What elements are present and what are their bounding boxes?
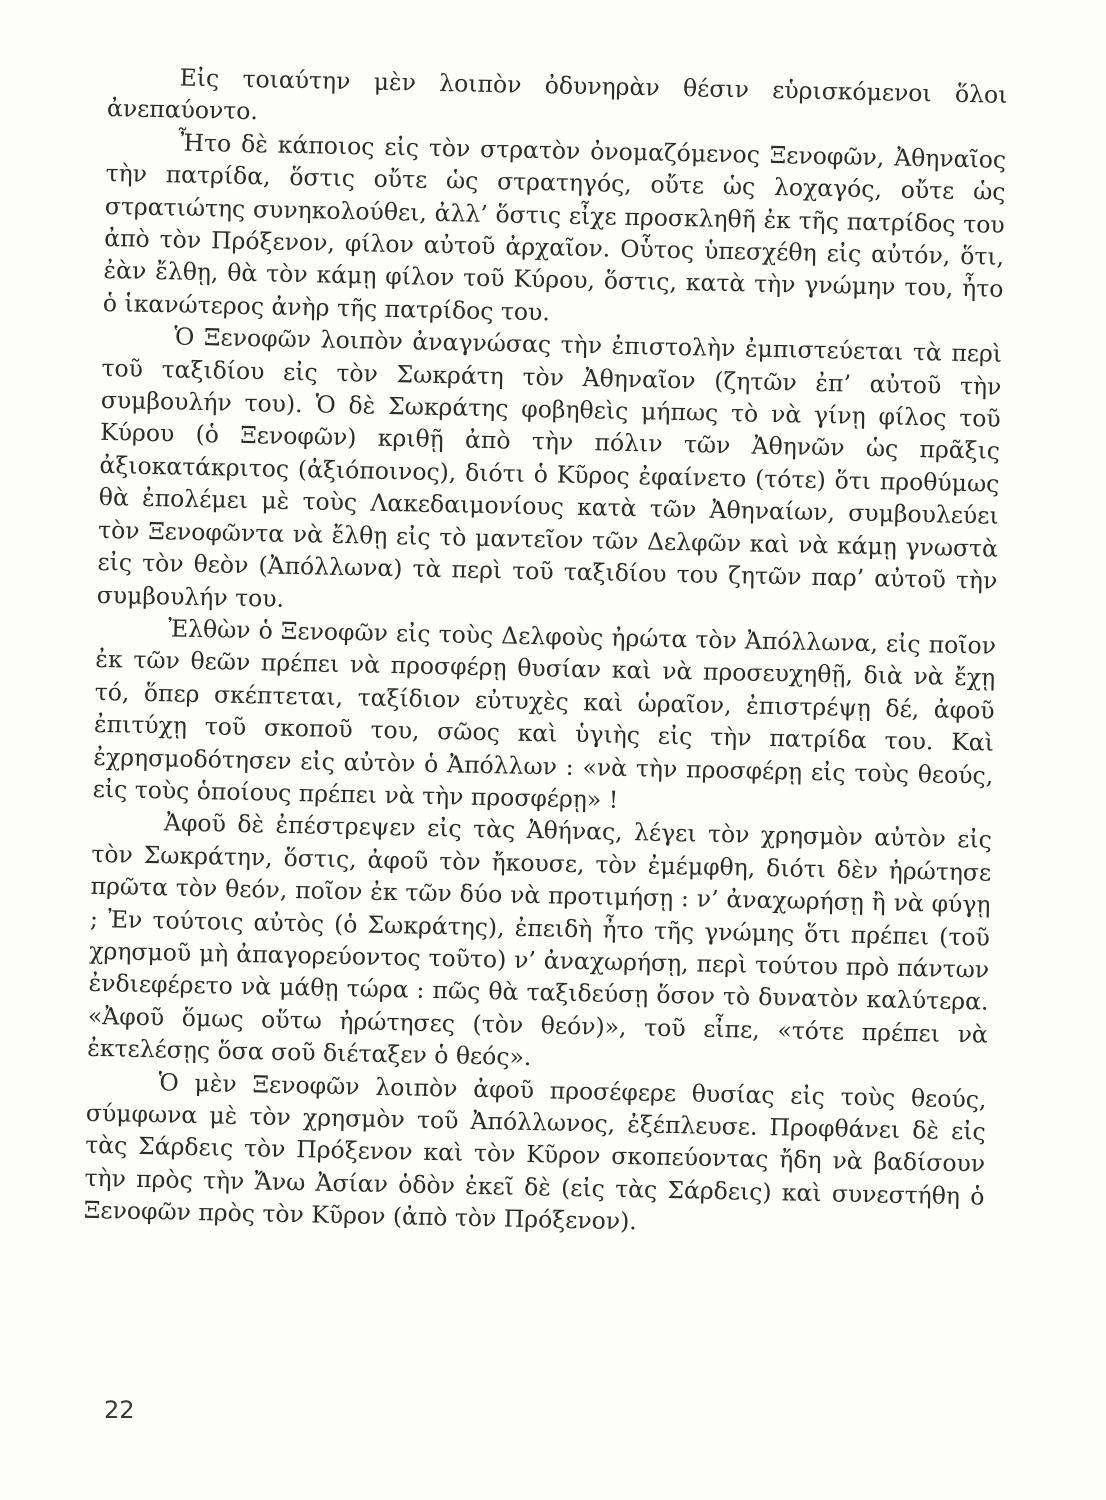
page-number: 22 [104, 1396, 135, 1424]
paragraph: Ἀφοῦ δὲ ἐπέστρεψεν εἰς τὰς Ἀθήνας, λέγει τὸν χρησμὸν αὐτὸν εἰς τὸν Σωκράτην, ὅστις, ἀφοῦ τὸν ἤκουσε, τὸν ἐμέμφθη, διότι δὲν ἠρώτησε πρῶτα τὸν θεόν, ποῖον ἐκ τῶν δύο νὰ προτιμήσῃ : ν’ ἀναχωρήσῃ ἢ νὰ φύγῃ ; Ἐν τούτοις αὐτὸς (ὁ Σωκράτης), ἐπειδὴ ἦτο τῆς γνώμης ὅτι πρέπει (τοῦ χρησμοῦ μὴ ἀπαγορεύοντος τοῦτο) ν’ ἀναχωρήσῃ, περὶ τούτου πρὸ πάντων ἐνδιεφέρετο νὰ μάθῃ τώρα : πῶς θὰ ταξιδεύσῃ ὅσον τὸ δυνατὸν καλύτερα. «Ἀφοῦ ὅμως οὕτω ἠρώτησες (τὸν θεόν)», τοῦ εἶπε, «τότε πρέπει νὰ ἐκτελέσῃς ὅσα σοῦ διέταξεν ὁ θεός». [87, 808, 993, 1072]
paragraph: Ὁ μὲν Ξενοφῶν λοιπὸν ἀφοῦ προσέφερε θυσίας εἰς τοὺς θεούς, σύμφωνα μὲ τὸν χρησμὸν τοῦ Ἀπόλλωνος, ἐξέπλευσε. Προφθάνει δὲ εἰς τὰς Σάρδεις τὸν Πρόξενον καὶ τὸν Κῦρον σκοπεύοντας ἤδη νὰ βαδίσουν τὴν πρὸς τὴν Ἄνω Ἀσίαν ὁδὸν ἐκεῖ δὲ (εἰς τὰς Σάρδεις) καὶ συνεστήθη ὁ Ξενοφῶν πρὸς τὸν Κῦρον (ἀπὸ τὸν Πρόξενον). [83, 1067, 987, 1236]
body-text [84, 60, 1008, 1245]
paragraph: Ἦτο δὲ κάποιος εἰς τὸν στρατὸν ὀνομαζόμενος Ξενοφῶν, Ἀθηναῖος τὴν πατρίδα, ὅστις οὔτε ὡς στρατηγός, οὔτε ὡς λοχαγός, οὔτε ὡς στρατιώτης συνηκολούθει, ἀλλ’ ὅστις εἶχε προσκληθῆ ἐκ τῆς πατρίδος του ἀπὸ τὸν Πρόξενον, φίλον αὐτοῦ ἀρχαῖον. Οὗτος ὑπεσχέθη εἰς αὐτόν, ὅτι, ἐὰν ἔλθῃ, θὰ τὸν κάμῃ φίλον τοῦ Κύρου, ὅστις, κατὰ τὴν γνώμην του, ἦτο ὁ ἱκανώτερος ἀνὴρ τῆς πατρίδος του. [102, 128, 1007, 327]
paragraph: Ὁ Ξενοφῶν λοιπὸν ἀναγνώσας τὴν ἐπιστολὴν ἐμπιστεύεται τὰ περὶ τοῦ ταξιδίου εἰς τὸν Σωκράτη τὸν Ἀθηναῖον (ζητῶν ἐπ’ αὐτοῦ τὴν συμβουλήν του). Ὁ δὲ Σωκράτης φοβηθεὶς μήπως τὸ νὰ γίνῃ φίλος τοῦ Κύρου (ὁ Ξενοφῶν) κριθῇ ἀπὸ τὴν πόλιν τῶν Ἀθηνῶν ὡς πρᾶξις ἀξιοκατάκριτος (ἀξιόποινος), διότι ὁ Κῦρος ἐφαίνετο (τότε) ὅτι προθύμως θὰ ἐπολέμει μὲ τοὺς Λακεδαιμονίους κατὰ τῶν Ἀθηναίων, συμβουλεύει τὸν Ξενοφῶντα νὰ ἔλθῃ εἰς τὸ μαντεῖον τῶν Δελφῶν καὶ νὰ κάμῃ γνωστὰ εἰς τὸν θεὸν (Ἀπόλλωνα) τὰ περὶ τοῦ ταξιδίου του ζητῶν παρ’ αὐτοῦ τὴν συμβουλήν του. [96, 322, 1003, 613]
paragraph: Εἰς τοιαύτην μὲν λοιπὸν ὀδυνηρὰν θέσιν εὑρισκόμενοι ὅλοι ἀνεπαύοντο. [106, 63, 1008, 126]
paragraph: Ἐλθὼν ὁ Ξενοφῶν εἰς τοὺς Δελφοὺς ἠρώτα τὸν Ἀπόλλωνα, εἰς ποῖον ἐκ τῶν θεῶν πρέπει νὰ προσφέρῃ θυσίαν καὶ νὰ προσευχηθῇ, διὰ νὰ ἔχῃ τό, ὅπερ σκέπτεται, ταξίδιον εὐτυχὲς καὶ ὡραῖον, ἐπιστρέψῃ δέ, ἀφοῦ ἐπιτύχῃ τοῦ σκοποῦ του, σῶος καὶ ὑγιὴς εἰς τὴν πατρίδα του. Καὶ ἐχρησμοδότησεν εἰς αὐτὸν ὁ Ἀπόλλων : «νὰ τὴν προσφέρῃ εἰς τοὺς θεούς, εἰς τοὺς ὁποίους πρέπει νὰ τὴν προσφέρῃ» ! [92, 614, 997, 814]
